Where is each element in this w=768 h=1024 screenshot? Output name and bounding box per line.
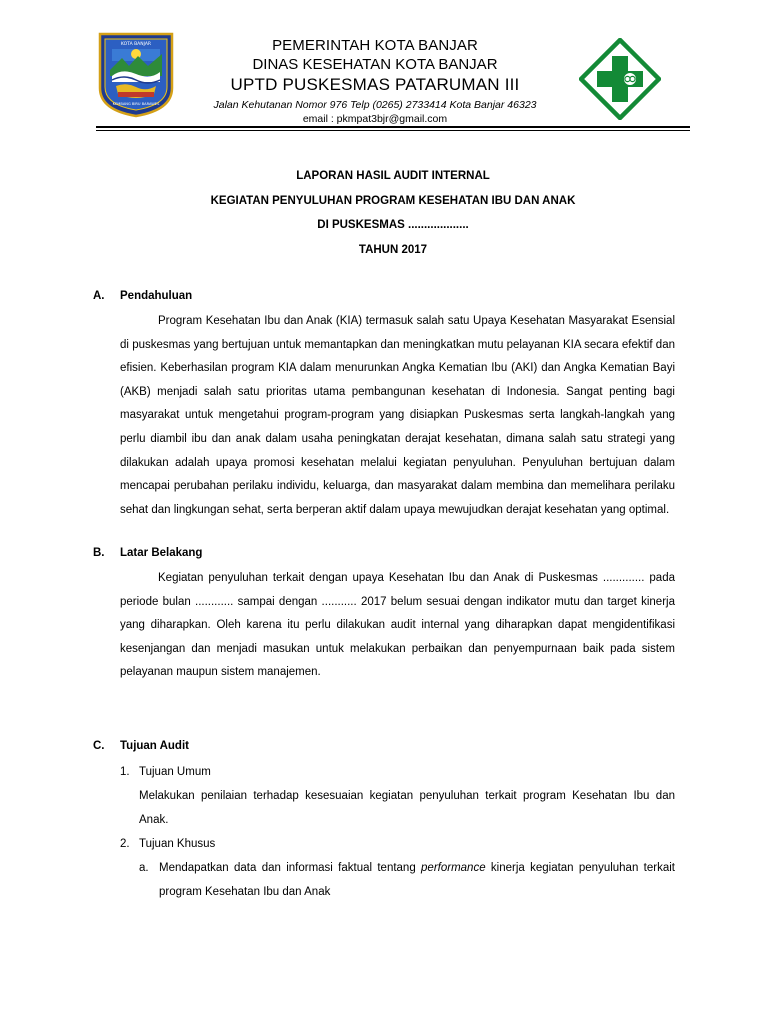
section-tujuan-audit xyxy=(93,738,675,904)
letterhead-email: email : pkmpat3bjr@gmail.com xyxy=(302,113,448,125)
letterhead-department: DINAS KESEHATAN KOTA BANJAR xyxy=(252,56,498,73)
subsection-body: Melakukan penilaian terhadap kesesuaian kegiatan penyuluhan terkait program Kesehatan Ibu dan Anak. xyxy=(139,790,675,826)
svg-text:KOTA BANJAR: KOTA BANJAR xyxy=(120,42,152,47)
letterhead-unit: UPTD PUSKESMAS PATARUMAN III xyxy=(230,75,520,94)
section-heading xyxy=(93,545,675,567)
header-rule-thick xyxy=(96,126,690,128)
subsection-heading xyxy=(120,760,675,784)
puskesmas-cross-icon xyxy=(579,38,661,120)
subsection-number: 1. xyxy=(120,766,130,778)
report-title: LAPORAN HASIL AUDIT INTERNAL xyxy=(296,170,490,182)
section-heading xyxy=(93,288,675,310)
list-item-letter: a. xyxy=(139,862,149,874)
city-emblem-icon xyxy=(96,30,176,118)
subsection-number: 2. xyxy=(120,838,130,850)
report-title-block xyxy=(96,168,690,266)
section-body: Kegiatan penyuluhan terkait dengan upaya Kesehatan Ibu dan Anak di Puskesmas ............. pada periode bulan ............ sampai dengan ........... 2017 belum sesuai dengan indikator mutu dan target kinerja yang diharapkan. Oleh karena itu perlu dilakukan audit internal yang diharapkan dapat mengidentifikasi kesenjangan dan menjadi masukan untuk melakukan perbaikan dan penyempurnaan baik pada sistem pelayanan maupun sistem manajemen. xyxy=(120,572,675,679)
letterhead xyxy=(180,36,570,126)
list-item-italic-term: performance xyxy=(421,862,486,874)
section-letter: C. xyxy=(93,740,105,752)
letterhead-government: PEMERINTAH KOTA BANJAR xyxy=(272,37,478,54)
section-body: Program Kesehatan Ibu dan Anak (KIA) termasuk salah satu Upaya Kesehatan Masyarakat Esensial di puskesmas yang bertujuan untuk memantapkan dan meningkatkan mutu pelayanan KIA secara efektif dan efisien. Keberhasilan program KIA dalam menurunkan Angka Kematian Ibu (AKI) dan Angka Kematian Bayi (AKB) menjadi salah satu prioritas utama pembangunan kesehatan di Indonesia. Sangat penting bagi masyarakat untuk mengetahui program-program yang disiapkan Puskesmas serta langkah-langkah yang perlu diambil ibu dan anak dalam usaha peningkatan derajat kesehatan, dimana salah satu strategi yang dilakukan adalah upaya promosi kesehatan melalui kegiatan penyuluhan. Penyuluhan bertujuan dalam mencapai perubahan perilaku individu, keluarga, dan masyarakat dalam membina dan memelihara perilaku sehat dan lingkungan sehat, serta berperan aktif dalam upaya mewujudkan derajat kesehatan yang optimal. xyxy=(120,315,675,516)
report-subject: KEGIATAN PENYULUHAN PROGRAM KESEHATAN IBU DAN ANAK xyxy=(210,194,576,207)
section-latar-belakang xyxy=(93,545,675,685)
svg-text:KEMBANG BIRU BARAWES: KEMBANG BIRU BARAWES xyxy=(112,102,160,106)
section-letter: B. xyxy=(93,547,105,559)
list-item xyxy=(139,856,675,904)
list-item-text-part: kinerja kegiatan penyuluhan terkait program Kesehatan Ibu dan Anak xyxy=(159,862,675,898)
section-letter: A. xyxy=(93,290,105,302)
subsection-heading xyxy=(120,832,675,856)
section-pendahuluan xyxy=(93,288,675,522)
list-item-text xyxy=(159,856,675,904)
section-title: Pendahuluan xyxy=(120,290,193,302)
subsection-title: Tujuan Umum xyxy=(139,766,211,778)
report-year: TAHUN 2017 xyxy=(358,243,428,256)
header-rule-thin xyxy=(96,130,690,131)
section-heading xyxy=(93,738,675,760)
section-title: Tujuan Audit xyxy=(120,740,189,752)
letterhead-address: Jalan Kehutanan Nomor 976 Telp (0265) 2733414 Kota Banjar 46323 xyxy=(213,99,537,111)
report-location: DI PUSKESMAS ................... xyxy=(317,219,469,231)
section-title: Latar Belakang xyxy=(120,547,203,559)
subsection-title: Tujuan Khusus xyxy=(139,838,216,850)
list-item-text-part: Mendapatkan data dan informasi faktual tentang xyxy=(159,862,422,874)
